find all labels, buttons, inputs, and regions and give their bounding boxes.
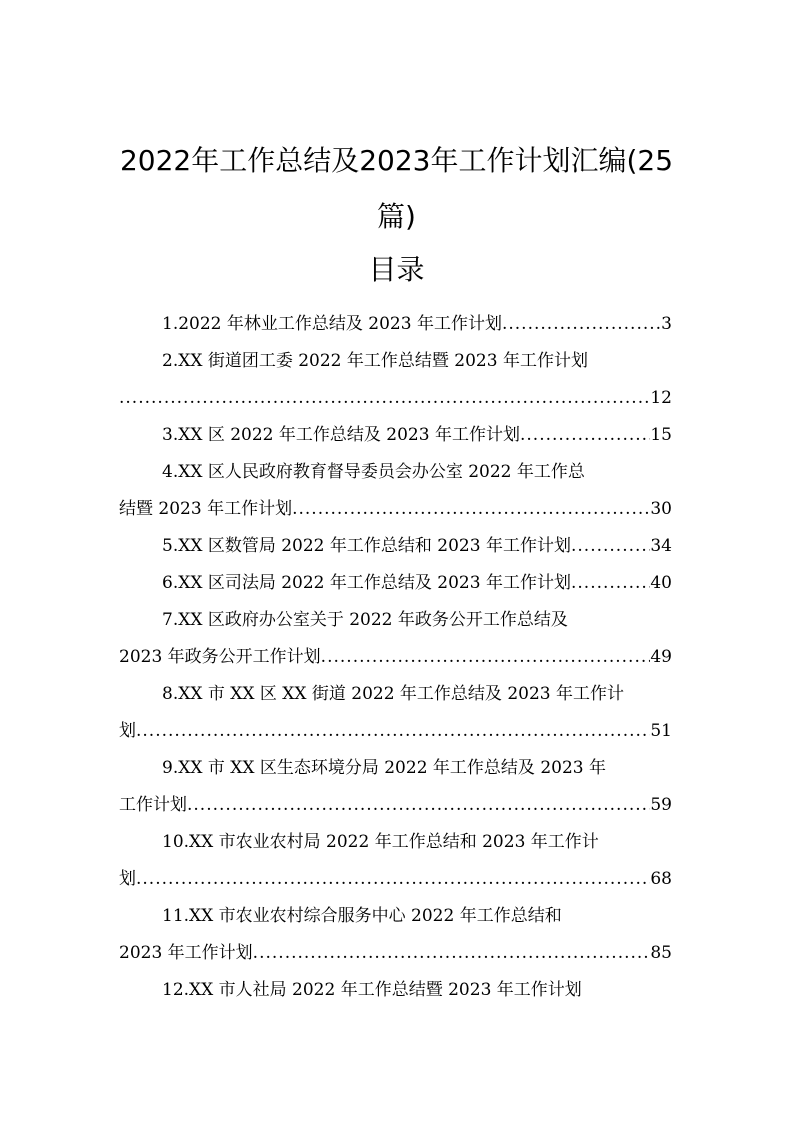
- dot-leader: [520, 417, 650, 454]
- toc-entry-title: 6.XX 区司法局 2022 年工作总结及 2023 年工作计划: [162, 573, 571, 593]
- dot-leader: [119, 380, 650, 417]
- toc-entry[interactable]: [119, 417, 672, 454]
- toc-entry-title: 3.XX 区 2022 年工作总结及 2023 年工作计划: [162, 425, 520, 445]
- toc-entry[interactable]: [119, 750, 672, 824]
- table-of-contents: [119, 306, 672, 1009]
- toc-page-number: 85: [650, 943, 672, 963]
- toc-entry[interactable]: [119, 343, 672, 417]
- dot-leader: [292, 491, 650, 528]
- toc-entry-title: 2.XX 街道团工委 2022 年工作总结暨 2023 年工作计划: [162, 351, 588, 371]
- toc-entry[interactable]: [119, 972, 672, 1009]
- toc-entry-title-cont: 2023 年政务公开工作计划: [119, 647, 321, 667]
- dot-leader: [502, 306, 661, 343]
- toc-entry-title: 1.2022 年林业工作总结及 2023 年工作计划: [162, 314, 502, 334]
- toc-entry[interactable]: [119, 454, 672, 528]
- toc-entry[interactable]: [119, 824, 672, 898]
- toc-entry-title-cont: 工作计划: [119, 795, 187, 815]
- toc-entry-title-cont: 划: [119, 721, 136, 741]
- toc-entry[interactable]: [119, 528, 672, 565]
- toc-page-number: 34: [650, 536, 672, 556]
- toc-entry-title-cont: 2023 年工作计划: [119, 943, 253, 963]
- dot-leader: [136, 861, 650, 898]
- toc-entry[interactable]: [119, 565, 672, 602]
- toc-page-number: 49: [650, 647, 672, 667]
- dot-leader: [253, 935, 651, 972]
- toc-entry-title-cont: 划: [119, 869, 136, 889]
- toc-entry-title: 4.XX 区人民政府教育督导委员会办公室 2022 年工作总: [162, 462, 585, 482]
- document-title: [110, 133, 683, 245]
- toc-entry[interactable]: [119, 898, 672, 972]
- toc-entry[interactable]: [119, 602, 672, 676]
- dot-leader: [136, 713, 650, 750]
- toc-heading: 目录: [368, 253, 425, 286]
- dot-leader: [571, 528, 650, 565]
- dot-leader: [571, 565, 650, 602]
- toc-entry-title: 12.XX 市人社局 2022 年工作总结暨 2023 年工作计划: [162, 980, 582, 1000]
- toc-entry-title: 8.XX 市 XX 区 XX 街道 2022 年工作总结及 2023 年工作计: [162, 684, 624, 704]
- toc-page-number: 15: [650, 425, 672, 445]
- toc-entry-title: 7.XX 区政府办公室关于 2022 年政务公开工作总结及: [162, 610, 568, 630]
- toc-entry-title: 11.XX 市农业农村综合服务中心 2022 年工作总结和: [162, 906, 562, 926]
- toc-page-number: 51: [650, 721, 672, 741]
- toc-entry-title: 9.XX 市 XX 区生态环境分局 2022 年工作总结及 2023 年: [162, 758, 606, 778]
- toc-page-number: 30: [650, 499, 672, 519]
- toc-entry[interactable]: [119, 306, 672, 343]
- dot-leader: [321, 639, 651, 676]
- toc-page-number: 68: [650, 869, 672, 889]
- toc-entry[interactable]: [119, 676, 672, 750]
- toc-page-number: 59: [650, 795, 672, 815]
- title-line-1: 2022年工作总结及2023年工作计划汇编(25: [119, 144, 674, 177]
- toc-page-number: 3: [661, 314, 672, 334]
- toc-entry-title: 10.XX 市农业农村局 2022 年工作总结和 2023 年工作计: [162, 832, 599, 852]
- dot-leader: [187, 787, 650, 824]
- toc-entry-title-cont: 结暨 2023 年工作计划: [119, 499, 293, 519]
- toc-page-number: 12: [650, 388, 672, 408]
- toc-entry-title: 5.XX 区数管局 2022 年工作总结和 2023 年工作计划: [162, 536, 571, 556]
- title-line-2: 篇): [377, 200, 416, 233]
- toc-page-number: 40: [650, 573, 672, 593]
